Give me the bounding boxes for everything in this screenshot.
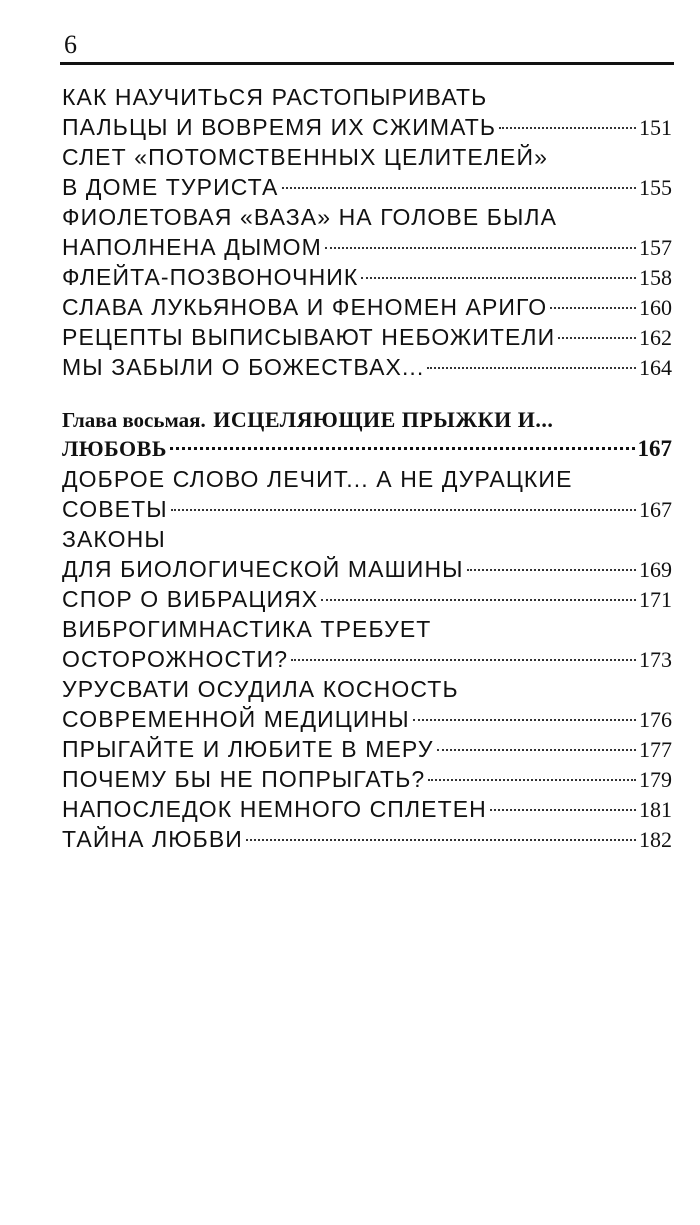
chapter-title-final-line — [62, 434, 672, 464]
toc-entry-title: РЕЦЕПТЫ ВЫПИСЫВАЮТ НЕБОЖИТЕЛИ — [62, 324, 556, 350]
toc-entry-final-line — [62, 584, 672, 614]
toc-entry-title: СПОР О ВИБРАЦИЯХ — [62, 586, 319, 612]
toc-entry[interactable] — [62, 202, 672, 262]
page-number: 6 — [64, 30, 77, 59]
dot-leader — [499, 127, 636, 129]
toc-entry[interactable] — [62, 292, 672, 322]
toc-entry[interactable] — [62, 464, 672, 524]
toc-entry-final-line — [62, 112, 672, 142]
toc-entry-final-line — [62, 172, 672, 202]
dot-leader — [437, 749, 636, 751]
toc-entry-title: В ДОМЕ ТУРИСТА — [62, 174, 279, 200]
toc-entry-title: СОВРЕМЕННОЙ МЕДИЦИНЫ — [62, 706, 410, 732]
toc-entry-page-ref: 158 — [639, 265, 672, 290]
toc-section-after — [62, 464, 672, 854]
toc-entry[interactable] — [62, 614, 672, 674]
dot-leader — [413, 719, 636, 721]
toc-entry-title-line: ЗАКОНЫ — [62, 526, 166, 552]
toc-entry-page-ref: 173 — [639, 647, 672, 672]
toc-entry-title-line: СЛЕТ «ПОТОМСТВЕННЫХ ЦЕЛИТЕЛЕЙ» — [62, 144, 549, 170]
dot-leader — [246, 839, 636, 841]
toc-entry-title: НАПОЛНЕНА ДЫМОМ — [62, 234, 322, 260]
dot-leader — [558, 337, 636, 339]
toc-entry-page-ref: 162 — [639, 325, 672, 350]
toc-entry-title: НАПОСЛЕДОК НЕМНОГО СПЛЕТЕН — [62, 796, 487, 822]
dot-leader — [550, 307, 636, 309]
toc-entry-title: МЫ ЗАБЫЛИ О БОЖЕСТВАХ... — [62, 354, 425, 380]
toc-entry-page-ref: 157 — [639, 235, 672, 260]
chapter-label-line — [62, 404, 672, 434]
dot-leader — [467, 569, 636, 571]
dot-leader — [170, 447, 635, 450]
toc-entry-page-ref: 167 — [639, 497, 672, 522]
toc-entry-title-line: УРУСВАТИ ОСУДИЛА КОСНОСТЬ — [62, 676, 459, 702]
toc-entry-final-line — [62, 824, 672, 854]
toc-entry[interactable] — [62, 794, 672, 824]
toc-entry[interactable] — [62, 82, 672, 142]
toc-entry[interactable] — [62, 734, 672, 764]
toc-entry[interactable] — [62, 142, 672, 202]
toc-entry-page-ref: 160 — [639, 295, 672, 320]
dot-leader — [361, 277, 636, 279]
toc-entry-final-line — [62, 734, 672, 764]
toc-entry-title: ДЛЯ БИОЛОГИЧЕСКОЙ МАШИНЫ — [62, 556, 464, 582]
toc-entry-title-line: ДОБРОЕ СЛОВО ЛЕЧИТ... А НЕ ДУРАЦКИЕ — [62, 466, 573, 492]
toc-entry-final-line — [62, 494, 672, 524]
toc-entry[interactable] — [62, 764, 672, 794]
toc-entry[interactable] — [62, 824, 672, 854]
dot-leader — [321, 599, 636, 601]
toc-entry-title: ОСТОРОЖНОСТИ? — [62, 646, 289, 672]
dot-leader — [490, 809, 636, 811]
toc-entry-final-line — [62, 704, 672, 734]
toc-entry-title: СОВЕТЫ — [62, 496, 168, 522]
toc-entry-final-line — [62, 644, 672, 674]
toc-entry-title: ПРЫГАЙТЕ И ЛЮБИТЕ В МЕРУ — [62, 736, 434, 762]
toc-entry-title: ПОЧЕМУ БЫ НЕ ПОПРЫГАТЬ? — [62, 766, 426, 792]
toc-entry-title: ТАЙНА ЛЮБВИ — [62, 826, 243, 852]
toc-entry-page-ref: 176 — [639, 707, 672, 732]
dot-leader — [427, 367, 636, 369]
dot-leader — [282, 187, 637, 189]
toc-entry-title: СЛАВА ЛУКЬЯНОВА И ФЕНОМЕН АРИГО — [62, 294, 548, 320]
toc-entry[interactable] — [62, 584, 672, 614]
toc-entry-page-ref: 181 — [639, 797, 672, 822]
chapter-title-line-2: ЛЮБОВЬ — [62, 436, 167, 461]
toc-entry-page-ref: 164 — [639, 355, 672, 380]
toc-entry-page-ref: 179 — [639, 767, 672, 792]
toc-entry-page-ref: 169 — [639, 557, 672, 582]
toc-entry-title: ФЛЕЙТА-ПОЗВОНОЧНИК — [62, 264, 359, 290]
toc-entry-title-line: ВИБРОГИМНАСТИКА ТРЕБУЕТ — [62, 616, 432, 642]
toc-entry-page-ref: 155 — [639, 175, 672, 200]
table-of-contents — [62, 82, 672, 854]
toc-entry[interactable] — [62, 352, 672, 382]
toc-entry-page-ref: 182 — [639, 827, 672, 852]
toc-entry[interactable] — [62, 262, 672, 292]
toc-entry-page-ref: 171 — [639, 587, 672, 612]
toc-entry[interactable] — [62, 524, 672, 584]
dot-leader — [325, 247, 636, 249]
toc-entry-final-line — [62, 292, 672, 322]
toc-entry-title: ПАЛЬЦЫ И ВОВРЕМЯ ИХ СЖИМАТЬ — [62, 114, 497, 140]
toc-entry-final-line — [62, 794, 672, 824]
toc-entry-page-ref: 177 — [639, 737, 672, 762]
toc-entry-title-line: КАК НАУЧИТЬСЯ РАСТОПЫРИВАТЬ — [62, 84, 488, 110]
toc-entry-final-line — [62, 322, 672, 352]
toc-entry[interactable] — [62, 322, 672, 352]
chapter-label: Глава восьмая. — [62, 408, 206, 432]
chapter-heading[interactable] — [62, 404, 672, 464]
dot-leader — [291, 659, 636, 661]
dot-leader — [428, 779, 636, 781]
toc-entry-final-line — [62, 554, 672, 584]
chapter-title-line-1: ИСЦЕЛЯЮЩИЕ ПРЫЖКИ И... — [213, 407, 554, 432]
toc-section-before — [62, 82, 672, 382]
dot-leader — [171, 509, 636, 511]
toc-entry-final-line — [62, 764, 672, 794]
toc-entry-final-line — [62, 352, 672, 382]
chapter-page-ref: 167 — [637, 436, 672, 461]
toc-entry-final-line — [62, 262, 672, 292]
toc-entry-final-line — [62, 232, 672, 262]
toc-entry-title-line: ФИОЛЕТОВАЯ «ВАЗА» НА ГОЛОВЕ БЫЛА — [62, 204, 558, 230]
header-rule — [60, 62, 674, 65]
toc-entry[interactable] — [62, 674, 672, 734]
toc-entry-page-ref: 151 — [639, 115, 672, 140]
